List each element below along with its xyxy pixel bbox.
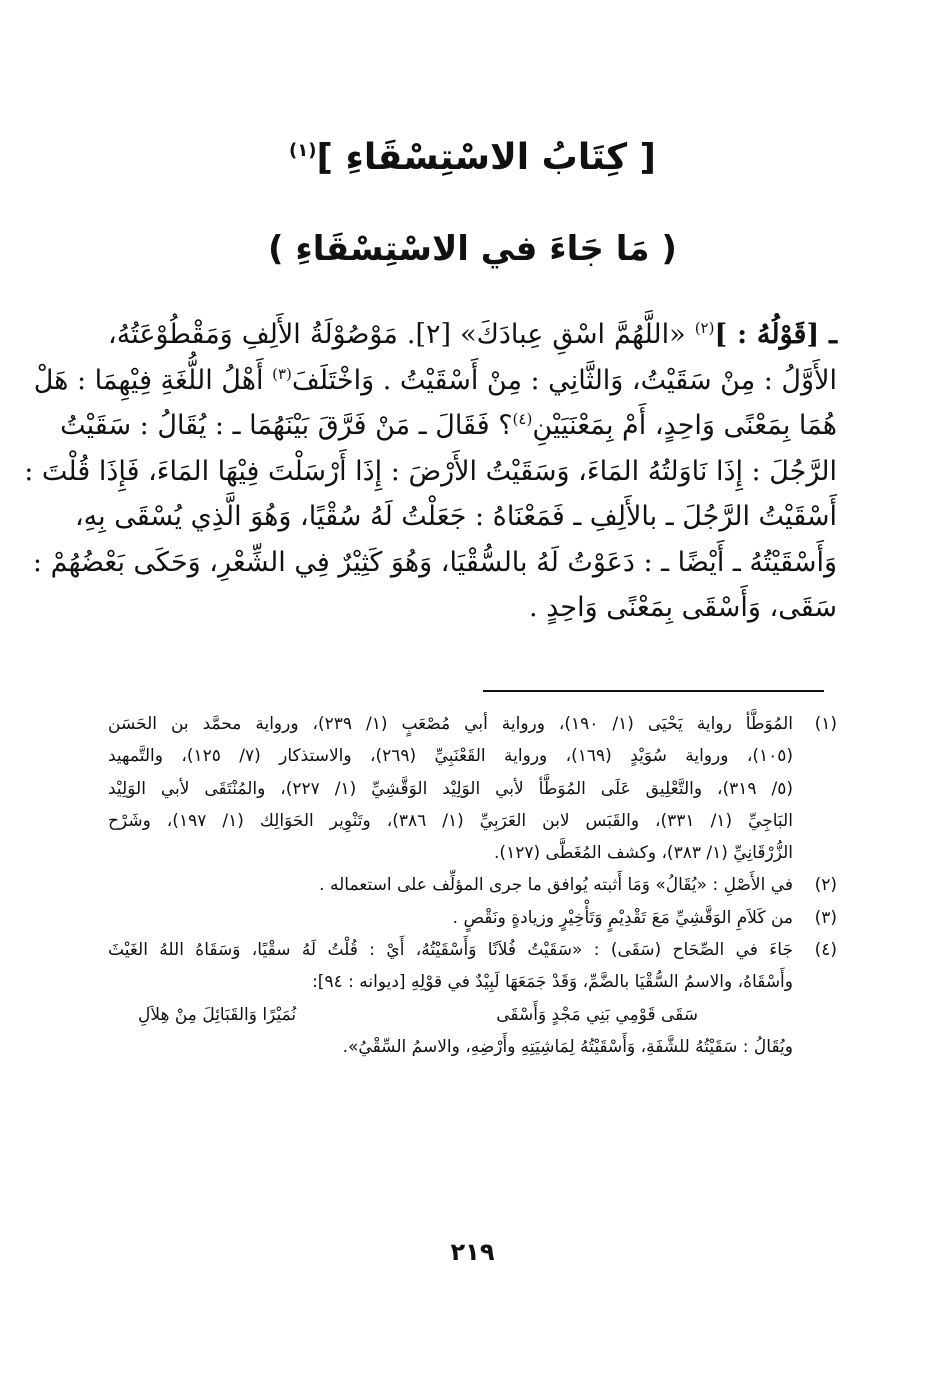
main-line-text: هُمَا بِمَعْنًى وَاحِدٍ، أَمْ بِمَعْنَيَيْنِ: [532, 410, 837, 441]
book-title: [0, 137, 945, 178]
footnote-2: [108, 869, 837, 901]
footnote-line: ويُقَالُ : سَقَيْتُهُ للشَّفَةِ، وَأَسْقَيْتُهُ لِمَاشِيَتِهِ وأَرْضِهِ، والاسمُ السِّقْيُ».: [342, 1036, 793, 1057]
footnote-line: البَاجِيِّ (١/ ٣٣١)، والقَبَس لابن العَرَبِيِّ (١/ ٣٨٦)، وتَنْوِير الحَوَالِك (١/ ١٩٧)، وشَرْح: [108, 810, 793, 831]
footnote-number: (٢): [814, 875, 837, 896]
footnote-ref: (٣): [272, 364, 292, 383]
main-line: أَسْقَيْتُ الرَّجُلَ ـ بالأَلِفِ ـ فَمَعْنَاهُ : جَعَلْتُ لَهُ سُقْيًا، وَهُوَ الَّذِي يُسْقَى بِهِ،: [74, 501, 837, 532]
page-number: ٢١٩: [450, 1238, 495, 1266]
main-line-text: الأَوَّلُ : مِنْ سَقَيْتُ، وَالثَّانِي : مِنْ أَسْقَيْتُ . وَاخْتَلَفَ: [291, 364, 837, 396]
footnote-ref: (٢): [694, 319, 715, 337]
footnote-line: (١٠٥)، ورواية سُوَيْدٍ (١٦٩)، ورواية القَعْنَبِيِّ (٢٦٩)، والاستذكار (٧/ ١٢٥)، والتَّمهيد: [108, 746, 794, 767]
verse-first-hemistich: سَقَى قَوْمِي بَنِي مَجْدٍ وَأَسْقَى: [496, 1004, 698, 1025]
poetry-verse: [138, 999, 698, 1031]
main-line-text: أَهْلُ اللُّغَةِ فِيْهِمَا : هَلْ: [33, 364, 273, 396]
main-line: سَقَى، وَأَسْقَى بِمَعْنًى وَاحِدٍ .: [529, 592, 837, 623]
book-title-text: [ كِتَابُ الاسْتِسْقَاءِ ]: [316, 137, 656, 178]
main-line-text: ؟ فَقَالَ ـ مَنْ فَرَّقَ بَيْنَهُمَا ـ : يُقَالُ : سَقَيْتُ: [60, 410, 513, 441]
footnote-ref: (٤): [512, 410, 533, 428]
footnote-1: [108, 708, 837, 869]
main-line: [108, 312, 837, 358]
chapter-title: ( مَا جَاءَ في الاسْتِسْقَاءِ ): [268, 229, 677, 269]
main-line: [33, 358, 837, 404]
footnote-separator: [483, 690, 824, 692]
footnote-line: وأَسْقَاهُ، والاسمُ السُّقْيَا بالضَّمِّ، وَقَدْ جَمَعَهَا لَبِيْدٌ في قوْلِهِ [ديوانه : ٩٤]:: [312, 972, 793, 993]
main-line: الرَّجُلَ : إِذَا نَاوَلتُهُ المَاءَ، وَسَقَيْتُ الأَرْضَ : إِذَا أَرْسَلْتَ فِيْهَا المَاءَ، فَإِذَا قُلْتَ :: [24, 455, 837, 487]
footnote-line: في الأَصْلِ : «يُقَالُ» وَمَا أَثبته يُوافق ما جرى المؤلِّف على استعماله .: [319, 875, 793, 896]
lead-phrase: ـ [قَوْلُهُ : ]: [714, 319, 837, 350]
footnote-line: (٥/ ٣١٩)، والتَّعْلِيق عَلَى المُوَطَّأ لأبي الوَلِيْد الوَقَّشِيِّ (١/ ٢٢٧)، والمُنْتَقَى لأبي الوَلِيْد: [108, 778, 793, 799]
footnote-4: [108, 934, 837, 1063]
footnote-number: (٣): [814, 907, 837, 928]
main-line: [60, 403, 837, 449]
book-title-footnote-ref: (١): [288, 140, 317, 161]
footnote-number: (٤): [814, 940, 837, 961]
footnote-line: من كَلاَمِ الوَقَّشِيِّ مَعَ تَقْدِيْمٍ وَتَأْخِيْرٍ وزيادةٍ ونَقْصٍ .: [452, 907, 793, 928]
main-text: [24, 312, 837, 631]
footnote-number: (١): [814, 714, 837, 734]
main-line: وَأَسْقَيْتُهُ ـ أَيْضًا ـ : دَعَوْتُ لَهُ بالسُّقْيَا، وَهُوَ كَثِيْرٌ فِي الشِّعْرِ، وَحَكَى بَعْضُهُمْ :: [32, 546, 837, 578]
footnote-line: المُوَطَّأ رواية يَحْيَى (١/ ١٩٠)، ورواية أبي مُصْعَبٍ (١/ ٢٣٩)، ورواية محمَّد بن الحَسَن: [108, 714, 793, 734]
main-line-text: «اللَّهُمَّ اسْقِ عِبادَكَ» [٢]. مَوْصُوْلَةُ الأَلِفِ وَمَقْطُوْعَتُهُ،: [108, 319, 695, 350]
footnote-line: جَاءَ في الصِّحَاح (سَقَى) : «سَقَيْتُ فُلاَنًا وَأَسْقَيْتُهُ، أَيْ : قُلْتُ لَهُ سقْيًا، وَسَقَاهُ اللهُ الغَيْثَ: [108, 940, 793, 961]
footnote-3: [108, 902, 837, 934]
footnotes: [108, 708, 837, 1063]
verse-second-hemistich: نُمَيْرًا وَالقَبَائِلَ مِنْ هِلاَلِ: [138, 1004, 297, 1025]
footnote-line: الزُّرْقَانِيِّ (١/ ٣٨٣)، وكشف المُغَطَّى (١٢٧).: [494, 843, 793, 864]
